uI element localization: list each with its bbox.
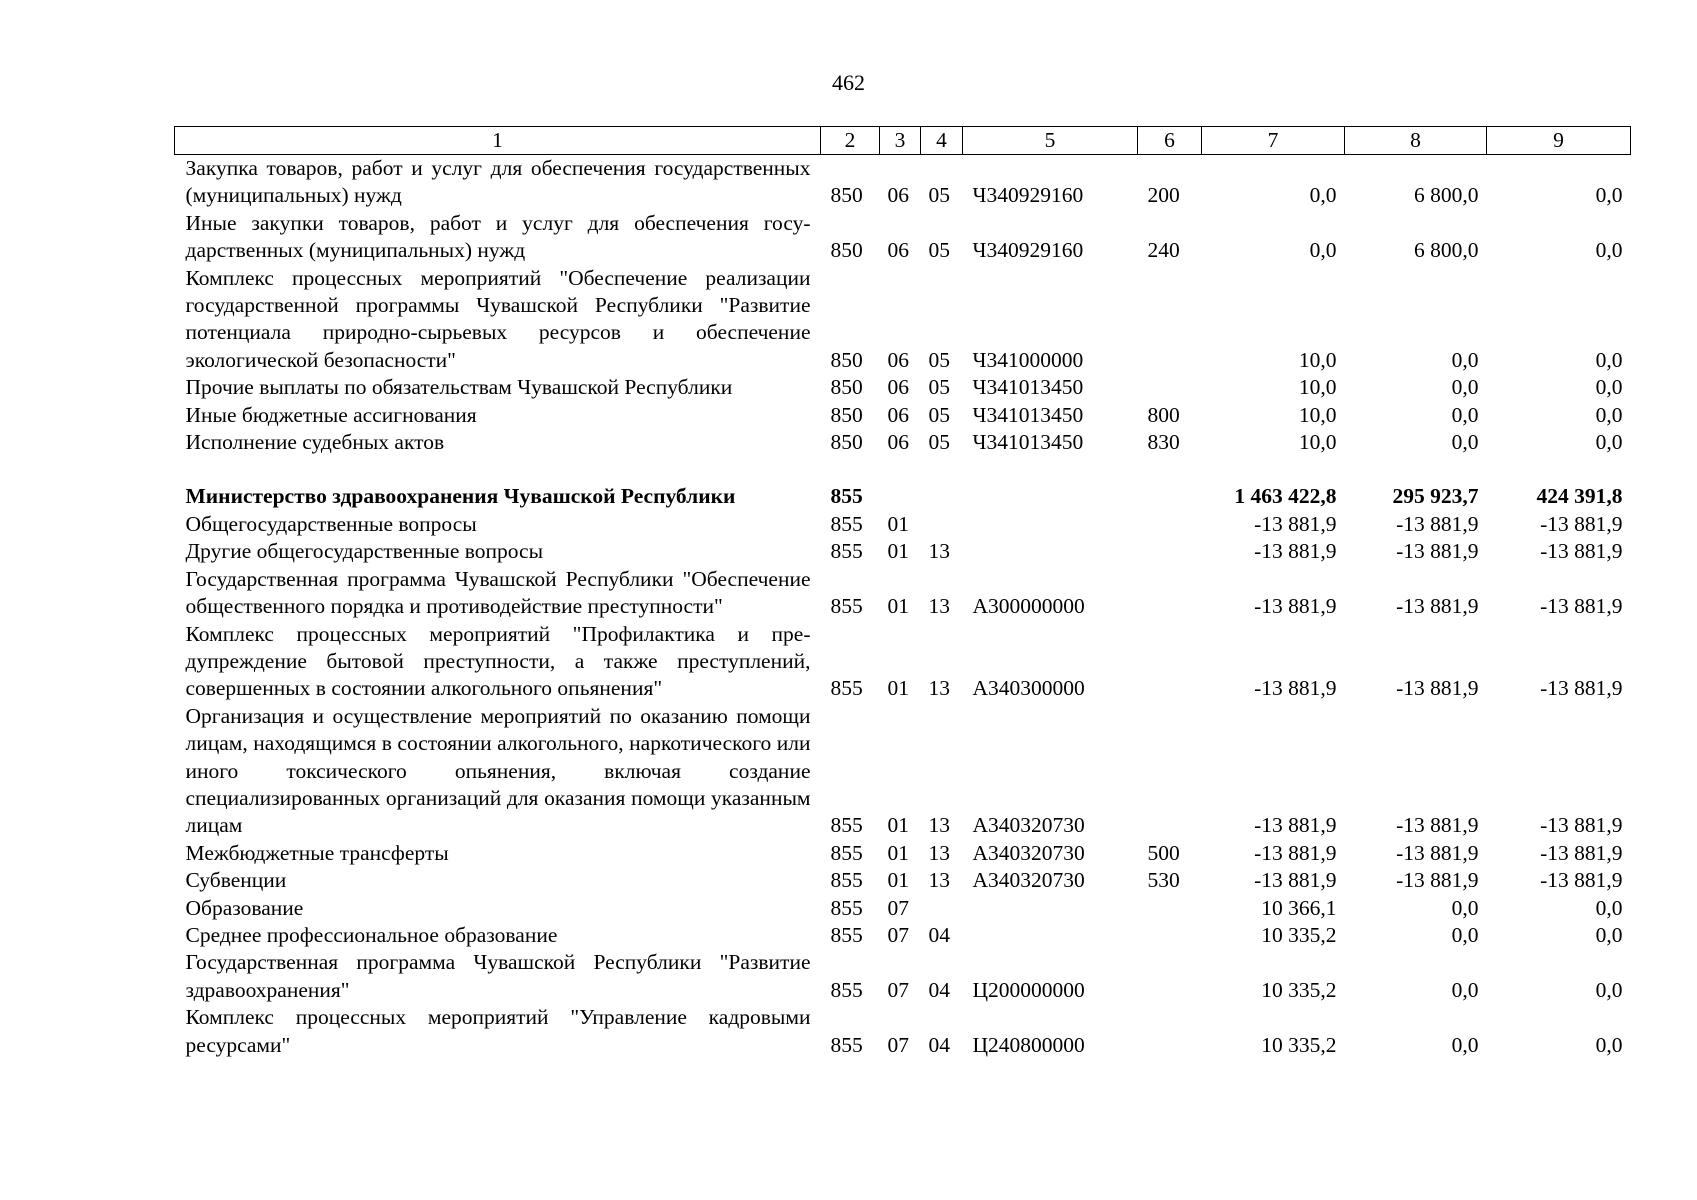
amount-col7-cell: 10 335,2 (1261, 977, 1337, 1002)
expense-type-cell (1138, 922, 1202, 949)
amount-col8-cell: 0,0 (1451, 1032, 1479, 1057)
table-row (175, 922, 1631, 949)
amount-col9-cell: 0,0 (1595, 430, 1623, 455)
budget-table (174, 126, 1631, 1059)
subsection-cell: 05 (928, 402, 950, 427)
expense-type-cell (1138, 374, 1202, 401)
subsection-cell (921, 895, 963, 922)
amount-col8-cell: 295 923,7 (1392, 484, 1479, 509)
section-cell: 01 (887, 594, 909, 619)
column-header: 7 (1202, 127, 1345, 155)
subsection-cell: 05 (928, 183, 950, 208)
amount-col8-cell: -13 881,9 (1396, 539, 1479, 564)
table-row (175, 566, 1631, 621)
target-article-cell: А340320730 (972, 840, 1085, 865)
target-article-cell: Ч340929160 (972, 238, 1084, 263)
table-row (175, 703, 1631, 840)
amount-col8-cell: -13 881,9 (1396, 840, 1479, 865)
amount-col9-cell: 0,0 (1595, 375, 1623, 400)
amount-col9-cell: -13 881,9 (1540, 676, 1623, 701)
budget-table-container (174, 126, 1630, 1059)
admin-code-cell: 850 (830, 402, 863, 427)
amount-col8-cell: 6 800,0 (1414, 183, 1479, 208)
admin-code-cell: 850 (830, 375, 863, 400)
subsection-cell: 05 (928, 430, 950, 455)
column-header: 4 (921, 127, 963, 155)
subsection-cell: 05 (928, 238, 950, 263)
row-name-cell: Комплекс процессных мероприятий "Профилактика и предупреждение бытовой преступности, а также преступлений, совершенных в состоянии алкогольного опьянения" (185, 621, 811, 701)
subsection-cell: 04 (928, 922, 950, 947)
amount-col7-cell: -13 881,9 (1254, 594, 1337, 619)
section-cell: 06 (887, 238, 909, 263)
column-header: 9 (1487, 127, 1631, 155)
column-number-header-row (175, 127, 1631, 155)
table-row (175, 867, 1631, 894)
section-cell: 06 (887, 430, 909, 455)
subsection-cell: 13 (928, 594, 950, 619)
expense-type-cell: 530 (1147, 868, 1180, 893)
row-name-cell: Межбюджетные трансферты (185, 840, 449, 865)
subsection-cell: 05 (928, 347, 950, 372)
subsection-cell: 13 (928, 539, 950, 564)
amount-col7-cell: 10,0 (1298, 402, 1337, 427)
row-name-cell: Образование (185, 895, 304, 920)
amount-col9-cell: 0,0 (1595, 922, 1623, 947)
amount-col8-cell: -13 881,9 (1396, 813, 1479, 838)
target-article-cell: А300000000 (972, 594, 1085, 619)
expense-type-cell (1138, 566, 1202, 621)
section-cell: 06 (887, 347, 909, 372)
admin-code-cell: 855 (830, 840, 863, 865)
row-name-cell: Прочие выплаты по обязательствам Чувашской Республики (185, 375, 733, 400)
section-cell: 06 (887, 183, 909, 208)
spacer-row (175, 456, 1631, 483)
table-row (175, 155, 1631, 210)
target-article-cell: А340320730 (972, 868, 1085, 893)
target-article-cell: Ч341013450 (972, 402, 1084, 427)
amount-col8-cell: 0,0 (1451, 375, 1479, 400)
section-cell: 07 (887, 977, 909, 1002)
column-header: 6 (1138, 127, 1202, 155)
expense-type-cell (1138, 949, 1202, 1004)
amount-col7-cell: 10,0 (1298, 430, 1337, 455)
target-article-cell: Ч341013450 (972, 430, 1084, 455)
row-name-cell: Исполнение судебных актов (185, 430, 445, 455)
amount-col7-cell: 10 335,2 (1261, 922, 1337, 947)
subsection-cell: 13 (928, 813, 950, 838)
table-body (175, 155, 1631, 1060)
amount-col9-cell: -13 881,9 (1540, 594, 1623, 619)
admin-code-cell: 855 (830, 977, 863, 1002)
amount-col8-cell: -13 881,9 (1396, 676, 1479, 701)
amount-col9-cell: -13 881,9 (1540, 840, 1623, 865)
amount-col7-cell: -13 881,9 (1254, 511, 1337, 536)
target-article-cell: Ц240800000 (972, 1032, 1085, 1057)
section-cell: 06 (887, 402, 909, 427)
amount-col8-cell: 0,0 (1451, 895, 1479, 920)
amount-col7-cell: -13 881,9 (1254, 840, 1337, 865)
ministry-total-row (175, 483, 1631, 510)
section-cell: 01 (887, 840, 909, 865)
section-cell: 07 (887, 1032, 909, 1057)
row-name-cell: Закупка товаров, работ и услуг для обеспечения государственных (муниципальных) нужд (185, 156, 811, 208)
target-article-cell: Ч340929160 (972, 183, 1084, 208)
expense-type-cell: 830 (1147, 430, 1180, 455)
expense-type-cell (1138, 511, 1202, 538)
expense-type-cell (1138, 895, 1202, 922)
amount-col8-cell: -13 881,9 (1396, 594, 1479, 619)
admin-code-cell: 855 (830, 484, 863, 509)
amount-col8-cell: 0,0 (1451, 402, 1479, 427)
spacer-cell (175, 456, 1631, 483)
amount-col7-cell: 0,0 (1309, 238, 1337, 263)
section-cell: 01 (887, 676, 909, 701)
row-name-cell: Комплекс процессных мероприятий "Управление кадровыми ресурсами" (185, 1005, 811, 1057)
admin-code-cell: 850 (830, 183, 863, 208)
subsection-cell: 13 (928, 868, 950, 893)
row-name-cell: Среднее профессиональное образование (185, 922, 558, 947)
expense-type-cell (1138, 703, 1202, 840)
table-row (175, 429, 1631, 456)
expense-type-cell: 500 (1147, 840, 1180, 865)
subsection-cell (921, 483, 963, 510)
table-row (175, 621, 1631, 703)
expense-type-cell (1138, 1004, 1202, 1059)
expense-type-cell (1138, 265, 1202, 375)
admin-code-cell: 855 (830, 676, 863, 701)
row-name-cell: Государственная программа Чувашской Республики "Развитие здравоохранения" (185, 950, 811, 1002)
amount-col9-cell: 0,0 (1595, 1032, 1623, 1057)
section-cell (880, 483, 921, 510)
subsection-cell: 04 (928, 977, 950, 1002)
amount-col9-cell: -13 881,9 (1540, 868, 1623, 893)
amount-col7-cell: -13 881,9 (1254, 539, 1337, 564)
table-row (175, 402, 1631, 429)
row-name-cell: Организация и осуществление мероприятий по оказанию помощи лицам, находящимся в состоянии алкогольного, наркотического или иного токсического опьянения, включая создание специализированных организаций для оказания помощи указанным лицам (185, 703, 811, 838)
amount-col8-cell: -13 881,9 (1396, 868, 1479, 893)
admin-code-cell: 850 (830, 238, 863, 263)
section-cell: 07 (887, 922, 909, 947)
amount-col9-cell: -13 881,9 (1540, 511, 1623, 536)
admin-code-cell: 850 (830, 347, 863, 372)
amount-col7-cell: -13 881,9 (1254, 676, 1337, 701)
admin-code-cell: 855 (830, 895, 863, 920)
target-article-cell (963, 483, 1138, 510)
amount-col9-cell: 0,0 (1595, 977, 1623, 1002)
row-name-cell: Комплекс процессных мероприятий "Обеспечение реализации государственной программы Чувашской Республики "Развитие потенциала природно-сырьевых ресурсов и обеспечение экологической безопасности" (185, 265, 811, 372)
expense-type-cell (1138, 621, 1202, 703)
target-article-cell: А340320730 (972, 813, 1085, 838)
admin-code-cell: 855 (830, 539, 863, 564)
target-article-cell (963, 511, 1138, 538)
amount-col7-cell: -13 881,9 (1254, 813, 1337, 838)
column-header: 1 (175, 127, 821, 155)
page-number: 462 (832, 70, 865, 95)
table-row (175, 840, 1631, 867)
amount-col7-cell: 0,0 (1309, 183, 1337, 208)
amount-col7-cell: 10 335,2 (1261, 1032, 1337, 1057)
amount-col7-cell: -13 881,9 (1254, 868, 1337, 893)
column-header: 2 (821, 127, 880, 155)
expense-type-cell: 240 (1147, 238, 1180, 263)
row-name-cell: Субвенции (185, 868, 287, 893)
table-row (175, 949, 1631, 1004)
admin-code-cell: 855 (830, 1032, 863, 1057)
table-row (175, 1004, 1631, 1059)
amount-col8-cell: 0,0 (1451, 347, 1479, 372)
amount-col9-cell: 0,0 (1595, 183, 1623, 208)
section-cell: 07 (887, 895, 909, 920)
table-row (175, 511, 1631, 538)
subsection-cell: 13 (928, 840, 950, 865)
column-header: 3 (880, 127, 921, 155)
amount-col8-cell: 0,0 (1451, 977, 1479, 1002)
admin-code-cell: 855 (830, 511, 863, 536)
amount-col9-cell: 0,0 (1595, 347, 1623, 372)
amount-col8-cell: 6 800,0 (1414, 238, 1479, 263)
row-name-cell: Государственная программа Чувашской Республики "Обеспечение общественного порядка и противодействие преступности" (185, 566, 811, 619)
admin-code-cell: 855 (830, 868, 863, 893)
expense-type-cell (1138, 538, 1202, 565)
amount-col9-cell: 0,0 (1595, 895, 1623, 920)
table-row (175, 895, 1631, 922)
table-row (175, 265, 1631, 375)
section-cell: 01 (887, 868, 909, 893)
amount-col8-cell: 0,0 (1451, 430, 1479, 455)
amount-col9-cell: 424 391,8 (1536, 484, 1623, 509)
row-name-cell: Иные бюджетные ассигнования (185, 402, 477, 427)
expense-type-cell: 800 (1147, 402, 1180, 427)
amount-col7-cell: 10 366,1 (1261, 895, 1337, 920)
expense-type-cell (1138, 483, 1202, 510)
admin-code-cell: 850 (830, 430, 863, 455)
column-header: 8 (1345, 127, 1487, 155)
table-row (175, 210, 1631, 265)
row-name-cell: Иные закупки товаров, работ и услуг для обеспечения государственных (муниципальных) нужд (185, 210, 811, 263)
row-name-cell: Министерство здравоохранения Чувашской Республики (185, 484, 736, 509)
target-article-cell: А340300000 (972, 676, 1085, 701)
column-header: 5 (963, 127, 1138, 155)
section-cell: 01 (887, 511, 909, 536)
admin-code-cell: 855 (830, 813, 863, 838)
section-cell: 01 (887, 813, 909, 838)
target-article-cell: Ч341000000 (972, 347, 1084, 372)
amount-col9-cell: 0,0 (1595, 402, 1623, 427)
expense-type-cell: 200 (1147, 183, 1180, 208)
row-name-cell: Другие общегосударственные вопросы (185, 539, 544, 564)
section-cell: 06 (887, 375, 909, 400)
target-article-cell: Ц200000000 (972, 977, 1085, 1002)
subsection-cell: 05 (928, 375, 950, 400)
section-cell: 01 (887, 539, 909, 564)
admin-code-cell: 855 (830, 594, 863, 619)
amount-col8-cell: 0,0 (1451, 922, 1479, 947)
table-row (175, 538, 1631, 565)
target-article-cell (963, 922, 1138, 949)
target-article-cell: Ч341013450 (972, 375, 1084, 400)
amount-col9-cell: 0,0 (1595, 238, 1623, 263)
admin-code-cell: 855 (830, 922, 863, 947)
subsection-cell (921, 511, 963, 538)
amount-col9-cell: -13 881,9 (1540, 539, 1623, 564)
row-name-cell: Общегосударственные вопросы (185, 511, 477, 536)
amount-col9-cell: -13 881,9 (1540, 813, 1623, 838)
amount-col7-cell: 10,0 (1298, 347, 1337, 372)
subsection-cell: 13 (928, 676, 950, 701)
amount-col8-cell: -13 881,9 (1396, 511, 1479, 536)
amount-col7-cell: 1 463 422,8 (1234, 484, 1337, 509)
subsection-cell: 04 (928, 1032, 950, 1057)
target-article-cell (963, 538, 1138, 565)
amount-col7-cell: 10,0 (1298, 375, 1337, 400)
target-article-cell (963, 895, 1138, 922)
table-row (175, 374, 1631, 401)
